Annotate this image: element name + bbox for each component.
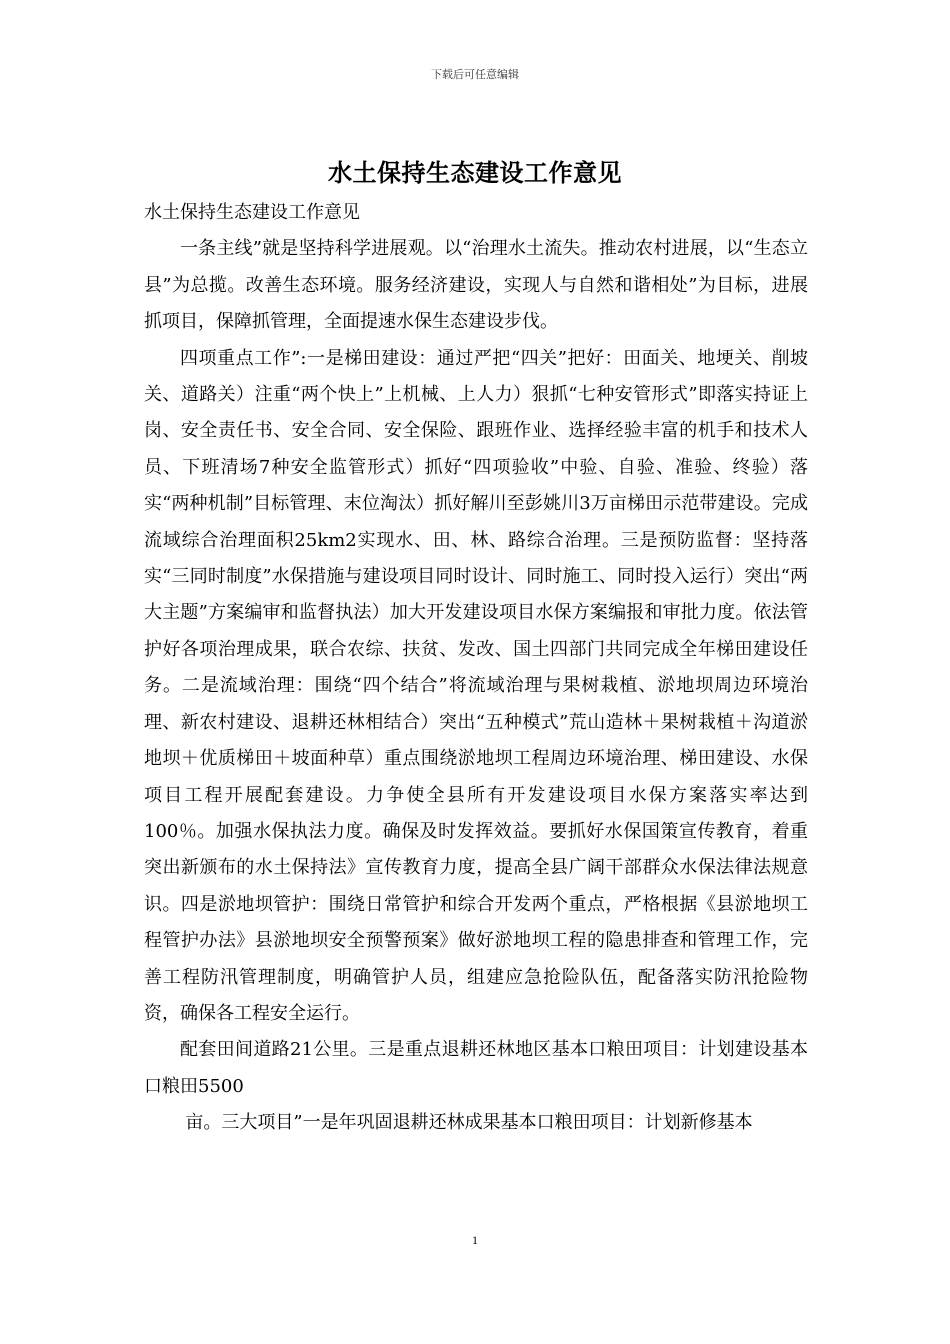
page-number: 1 [472,1233,478,1247]
document-title: 水土保持生态建设工作意见 [328,159,622,187]
paragraph-1: 一条主线”就是坚持科学进展观。以“治理水土流失。推动农村进展，以“生态立县”为总揽。改善生态环境。服务经济建设，实现人与自然和谐相处”为目标，进展抓项目，保障抓管理，全面提速水保生态建设步伐。 [144,238,808,333]
paragraph-4: 亩。三大项目”一是年巩固退耕还林成果基本口粮田项目：计划新修基本 [185,1112,753,1134]
paragraph-3: 配套田间道路21公里。三是重点退耕还林地区基本口粮田项目：计划建设基本口粮田5500 [144,1039,808,1097]
document-body [144,195,808,1142]
paragraph-2: 四项重点工作”:一是梯田建设：通过严把“四关”把好：田面关、地埂关、削坡关、道路关）注重“两个快上”上机械、上人力）狠抓“七种安管形式”即落实持证上岗、安全责任书、安全合同、安全保险、跟班作业、选择经验丰富的机手和技术人员、下班清场7种安全监管形式）抓好“四项验收”中验、自验、准验、终验）落实“两种机制”目标管理、末位淘汰）抓好解川至彭姚川3万亩梯田示范带建设。完成流域综合治理面积25km2实现水、田、林、路综合治理。三是预防监督：坚持落实“三同时制度”水保措施与建设项目同时设计、同时施工、同时投入运行）突出“两大主题”方案编审和监督执法）加大开发建设项目水保方案编报和审批力度。依法管护好各项治理成果，联合农综、扶贫、发改、国土四部门共同完成全年梯田建设任务。二是流域治理：围绕“四个结合”将流域治理与果树栽植、淤地坝周边环境治理、新农村建设、退耕还林相结合）突出“五种模式”荒山造林＋果树栽植＋沟道淤地坝＋优质梯田＋坡面种草）重点围绕淤地坝工程周边环境治理、梯田建设、水保项目工程开展配套建设。力争使全县所有开发建设项目水保方案落实率达到100％。加强水保执法力度。确保及时发挥效益。要抓好水保国策宣传教育，着重突出新颁布的水土保持法》宣传教育力度，提高全县广阔干部群众水保法律法规意识。四是淤地坝管护：围绕日常管护和综合开发两个重点，严格根据《县淤地坝工程管护办法》县淤地坝安全预警预案》做好淤地坝工程的隐患排查和管理工作，完善工程防汛管理制度，明确管护人员，组建应急抢险队伍，配备落实防汛抢险物资，确保各工程安全运行。 [144,347,808,1024]
header-note: 下载后可任意编辑 [431,68,519,81]
document-subtitle: 水土保持生态建设工作意见 [144,202,360,223]
